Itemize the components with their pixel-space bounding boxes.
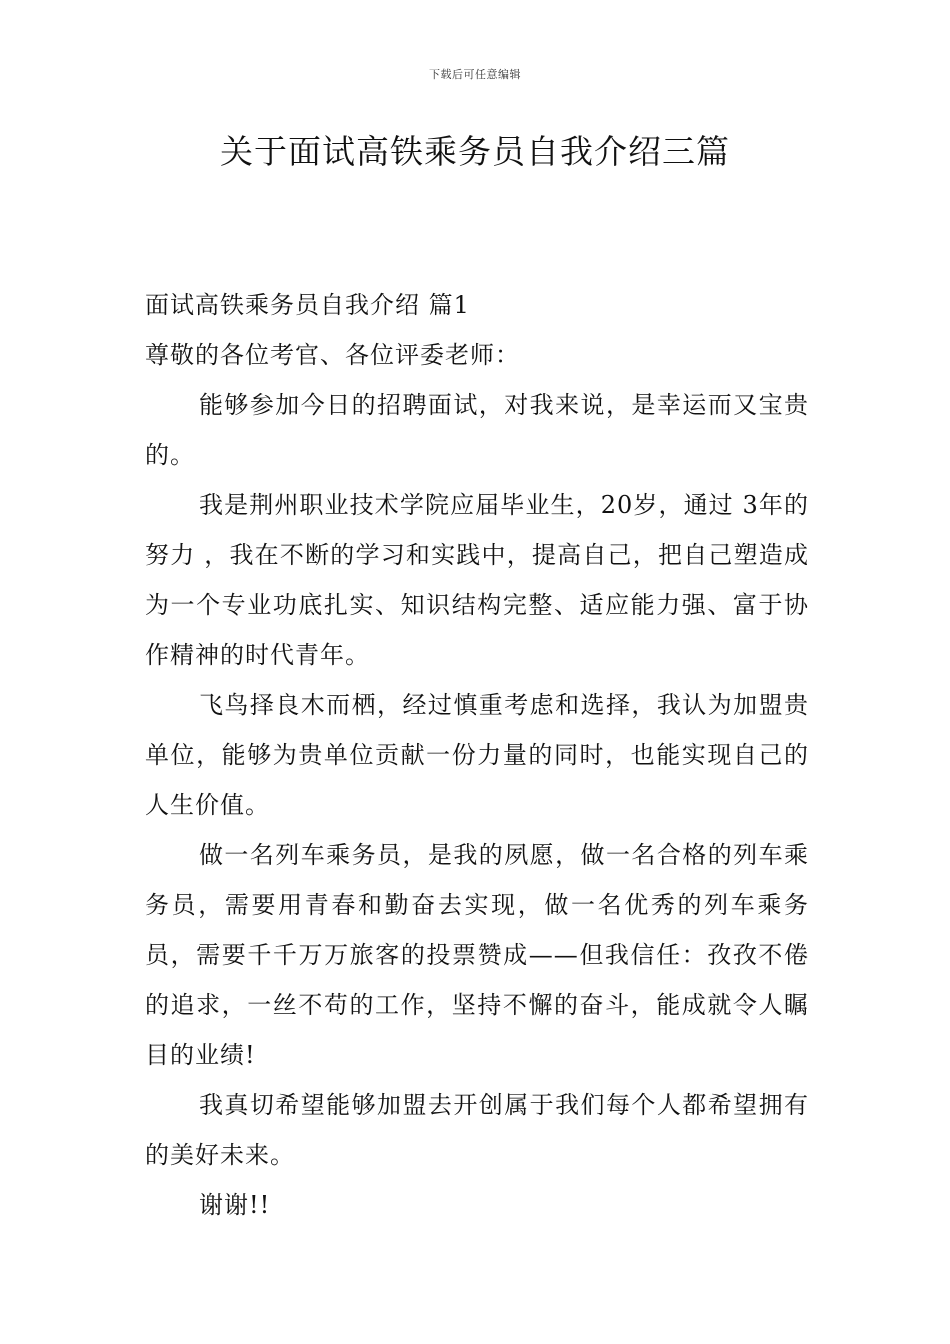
paragraph: 做一名列车乘务员，是我的夙愿，做一名合格的列车乘务员，需要用青春和勤奋去实现，做一名优秀的列车乘务员，需要千千万万旅客的投票赞成——但我信任：孜孜不倦的追求，一丝不苟的工作，坚持不懈的奋斗，能成就令人瞩目的业绩!: [145, 841, 809, 1069]
salutation: 尊敬的各位考官、各位评委老师：: [145, 341, 520, 369]
section-heading: 面试高铁乘务员自我介绍 篇1: [145, 291, 470, 319]
paragraph: 能够参加今日的招聘面试，对我来说，是幸运而又宝贵的。: [145, 391, 809, 469]
paragraph: 我是荆州职业技术学院应届毕业生，20岁，通过 3年的努力 ，我在不断的学习和实践中，提高自己，把自己塑造成为一个专业功底扎实、知识结构完整、适应能力强、富于协作精神的时代青年。: [145, 491, 809, 669]
header-note: 下载后可任意编辑: [429, 68, 521, 81]
paragraph: 飞鸟择良木而栖，经过慎重考虑和选择，我认为加盟贵单位，能够为贵单位贡献一份力量的同时，也能实现自己的人生价值。: [145, 691, 809, 819]
document-title: 关于面试高铁乘务员自我介绍三篇: [220, 132, 730, 171]
closing-thanks: 谢谢!!: [199, 1191, 271, 1219]
paragraph: 我真切希望能够加盟去开创属于我们每个人都希望拥有的美好未来。: [145, 1091, 809, 1169]
document-body: [145, 280, 809, 1230]
